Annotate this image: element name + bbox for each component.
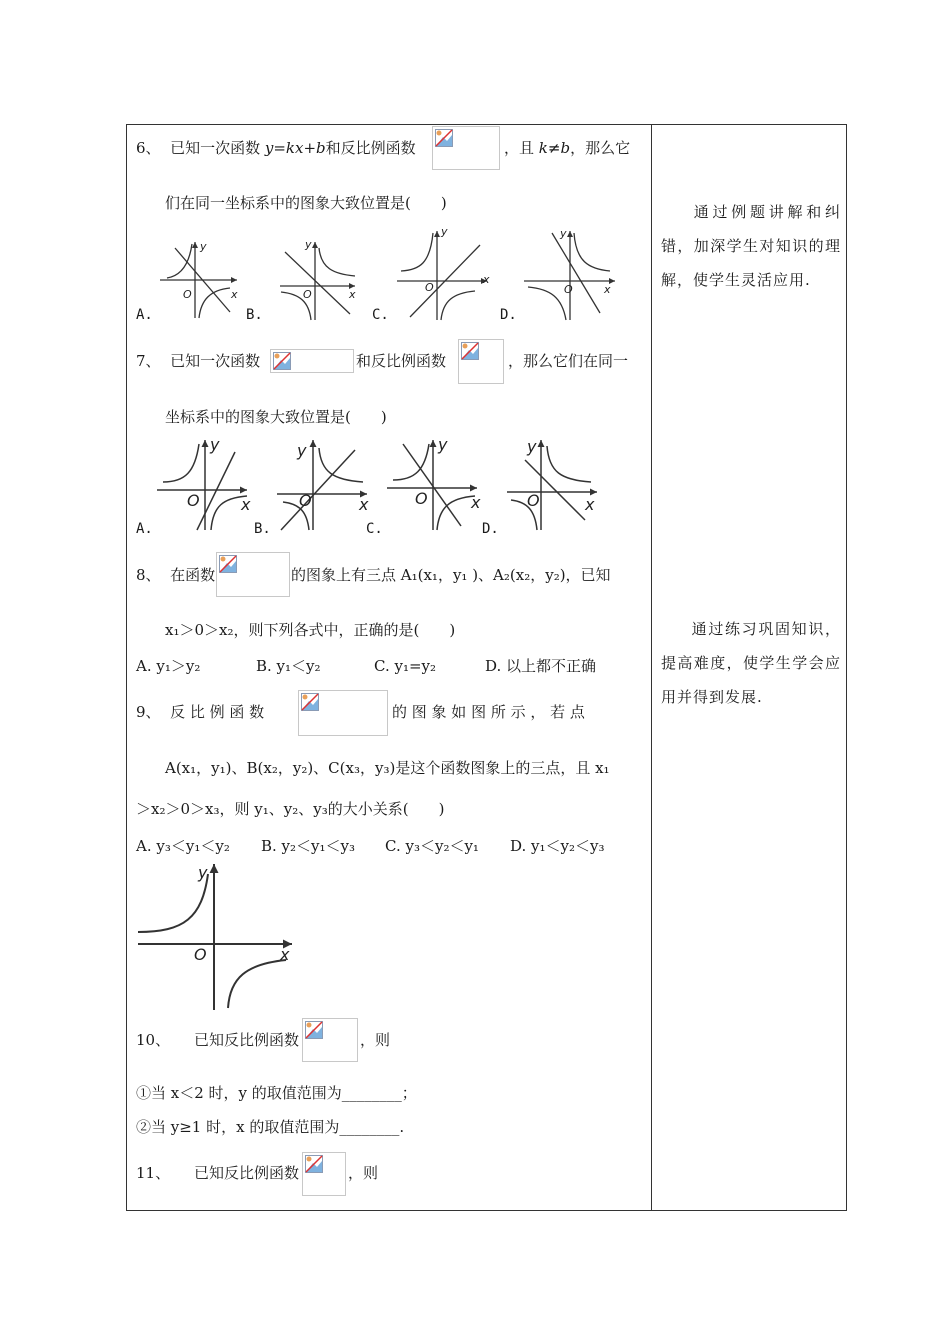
q11-text: 已知反比例函数 <box>193 1164 299 1182</box>
q8-line1 <box>136 565 215 585</box>
q11-number: 11、 <box>136 1164 171 1182</box>
q6-formula-image <box>432 126 500 170</box>
q7-line2: 坐标系中的图象大致位置是( ) <box>165 408 387 426</box>
svg-text:O: O <box>187 491 200 510</box>
svg-text:y: y <box>305 238 312 251</box>
svg-text:O: O <box>564 283 573 296</box>
q9-text-b: 的 图 象 如 图 所 示 ， 若 点 <box>392 703 585 721</box>
q7-text-b: 和反比例函数 <box>356 352 447 370</box>
q9-y-label: y <box>198 863 208 882</box>
q10-function-image <box>302 1018 358 1062</box>
q6-option-d: D. <box>500 307 517 323</box>
q7-option-a: A. <box>136 521 153 537</box>
q8-option-d: D. 以上都不正确 <box>485 657 597 675</box>
q7-number: 7、 <box>136 352 161 370</box>
column-divider <box>651 124 652 1211</box>
svg-text:x: x <box>604 283 611 296</box>
q11-text-b: ，则 <box>348 1164 379 1182</box>
q6-text-d: ，那么它 <box>570 139 631 157</box>
q10-subquestion-2: ②当 y≥1 时，x 的取值范围为________. <box>136 1118 405 1136</box>
q6-option-a: A. <box>136 307 153 323</box>
svg-text:y: y <box>200 240 207 253</box>
q6-line1 <box>136 138 416 158</box>
side-note-2-text: 通过练习巩固知识，提高难度，使学生学会应用并得到发展. <box>661 620 841 706</box>
q10-number: 10、 <box>136 1031 171 1049</box>
q8-text: 在函数 <box>170 566 216 584</box>
broken-image-icon <box>435 129 453 147</box>
svg-text:y: y <box>560 227 567 240</box>
q9-number: 9、 <box>136 703 161 721</box>
side-note-1 <box>661 195 841 297</box>
svg-text:x: x <box>585 495 595 514</box>
broken-image-icon <box>219 555 237 573</box>
q7-inverse-image <box>458 339 504 384</box>
svg-text:x: x <box>471 493 481 512</box>
q6-graph-d <box>520 225 620 322</box>
broken-image-icon <box>461 342 479 360</box>
svg-text:y: y <box>438 436 448 454</box>
q9-line3: ＞x₂＞0＞x₃，则 y₁、y₂、y₃的大小关系( ) <box>136 800 445 818</box>
svg-text:x: x <box>231 288 238 301</box>
svg-text:x: x <box>359 495 369 514</box>
q9-option-b: B. y₂＜y₁＜y₃ <box>261 837 356 855</box>
q6-text-b: 和反比例函数 <box>325 139 416 157</box>
q6-text-c: ，且 <box>504 139 535 157</box>
q6-formula: y=kx+b <box>264 139 326 157</box>
side-note-1-text: 通过例题讲解和纠错，加深学生对知识的理解，使学生灵活应用. <box>661 203 841 289</box>
q7-text: 已知一次函数 <box>170 352 261 370</box>
q7-line1 <box>136 351 260 371</box>
svg-text:y: y <box>210 436 220 454</box>
q6-graph-c <box>395 225 495 322</box>
q8-function-image <box>216 552 290 597</box>
q6-number: 6、 <box>136 139 161 157</box>
svg-text:x: x <box>349 288 356 301</box>
q7-linear-image <box>270 349 354 373</box>
q6-text: 已知一次函数 <box>170 139 261 157</box>
q8-option-a: A. y₁＞y₂ <box>136 657 201 675</box>
q9-line2: A(x₁，y₁)、B(x₂，y₂)、C(x₃，y₃)是这个函数图象上的三点，且 x₁ <box>165 759 610 777</box>
q8-option-b: B. y₁＜y₂ <box>256 657 321 675</box>
broken-image-icon <box>301 693 319 711</box>
q9-option-d: D. y₁＜y₂＜y₃ <box>510 837 605 855</box>
q6-graph-a <box>155 230 245 322</box>
q9-origin-label: O <box>194 945 207 964</box>
q9-line1 <box>136 702 264 722</box>
q10-text: 已知反比例函数 <box>193 1031 299 1049</box>
q9-option-a: A. y₃＜y₁＜y₂ <box>136 837 230 855</box>
svg-text:x: x <box>241 495 251 514</box>
svg-text:O: O <box>415 489 428 508</box>
q7-text-c: ，那么它们在同一 <box>508 352 629 370</box>
q8-text-b: 的图象上有三点 A₁(x₁，y₁ )、A₂(x₂，y₂)，已知 <box>291 566 611 584</box>
q10-line1 <box>136 1030 299 1050</box>
svg-text:O: O <box>303 288 312 301</box>
q7-option-d: D. <box>482 521 499 537</box>
q8-line2: x₁＞0＞x₂，则下列各式中，正确的是( ) <box>165 621 456 639</box>
svg-text:y: y <box>527 437 537 456</box>
q7-option-b: B. <box>254 521 271 537</box>
q7-graph-b <box>275 436 375 532</box>
q6-line2: 们在同一坐标系中的图象大致位置是( ) <box>165 194 447 212</box>
broken-image-icon <box>305 1155 323 1173</box>
q8-number: 8、 <box>136 566 161 584</box>
q10-subquestion-1: ①当 x＜2 时，y 的取值范围为________； <box>136 1084 417 1102</box>
q7-option-c: C. <box>366 521 383 537</box>
q9-option-c: C. y₃＜y₂＜y₁ <box>385 837 479 855</box>
q11-function-image <box>302 1152 346 1196</box>
q7-graph-d <box>505 436 605 532</box>
q6-condition: k≠b <box>538 139 571 157</box>
broken-image-icon <box>305 1021 323 1039</box>
q9-text: 反 比 例 函 数 <box>170 703 265 721</box>
q8-option-c: C. y₁=y₂ <box>374 657 437 675</box>
svg-text:x: x <box>483 273 490 286</box>
q9-graph <box>134 860 294 1012</box>
q9-function-image <box>298 690 388 736</box>
q11-line1 <box>136 1163 299 1183</box>
q6-line1-end <box>504 138 630 158</box>
q6-option-b: B. <box>246 307 263 323</box>
svg-text:O: O <box>183 288 192 301</box>
q6-option-c: C. <box>372 307 389 323</box>
q7-graph-c <box>385 436 485 532</box>
broken-image-icon <box>273 352 291 370</box>
side-note-2 <box>661 612 841 714</box>
svg-text:O: O <box>527 491 540 510</box>
q10-text-b: ，则 <box>360 1031 391 1049</box>
svg-text:y: y <box>297 441 307 460</box>
svg-text:y: y <box>441 225 448 238</box>
svg-text:O: O <box>425 281 434 294</box>
q9-x-label: x <box>280 945 290 964</box>
q6-graph-b <box>275 230 365 322</box>
svg-text:O: O <box>299 491 312 510</box>
q7-graph-a <box>155 436 255 532</box>
